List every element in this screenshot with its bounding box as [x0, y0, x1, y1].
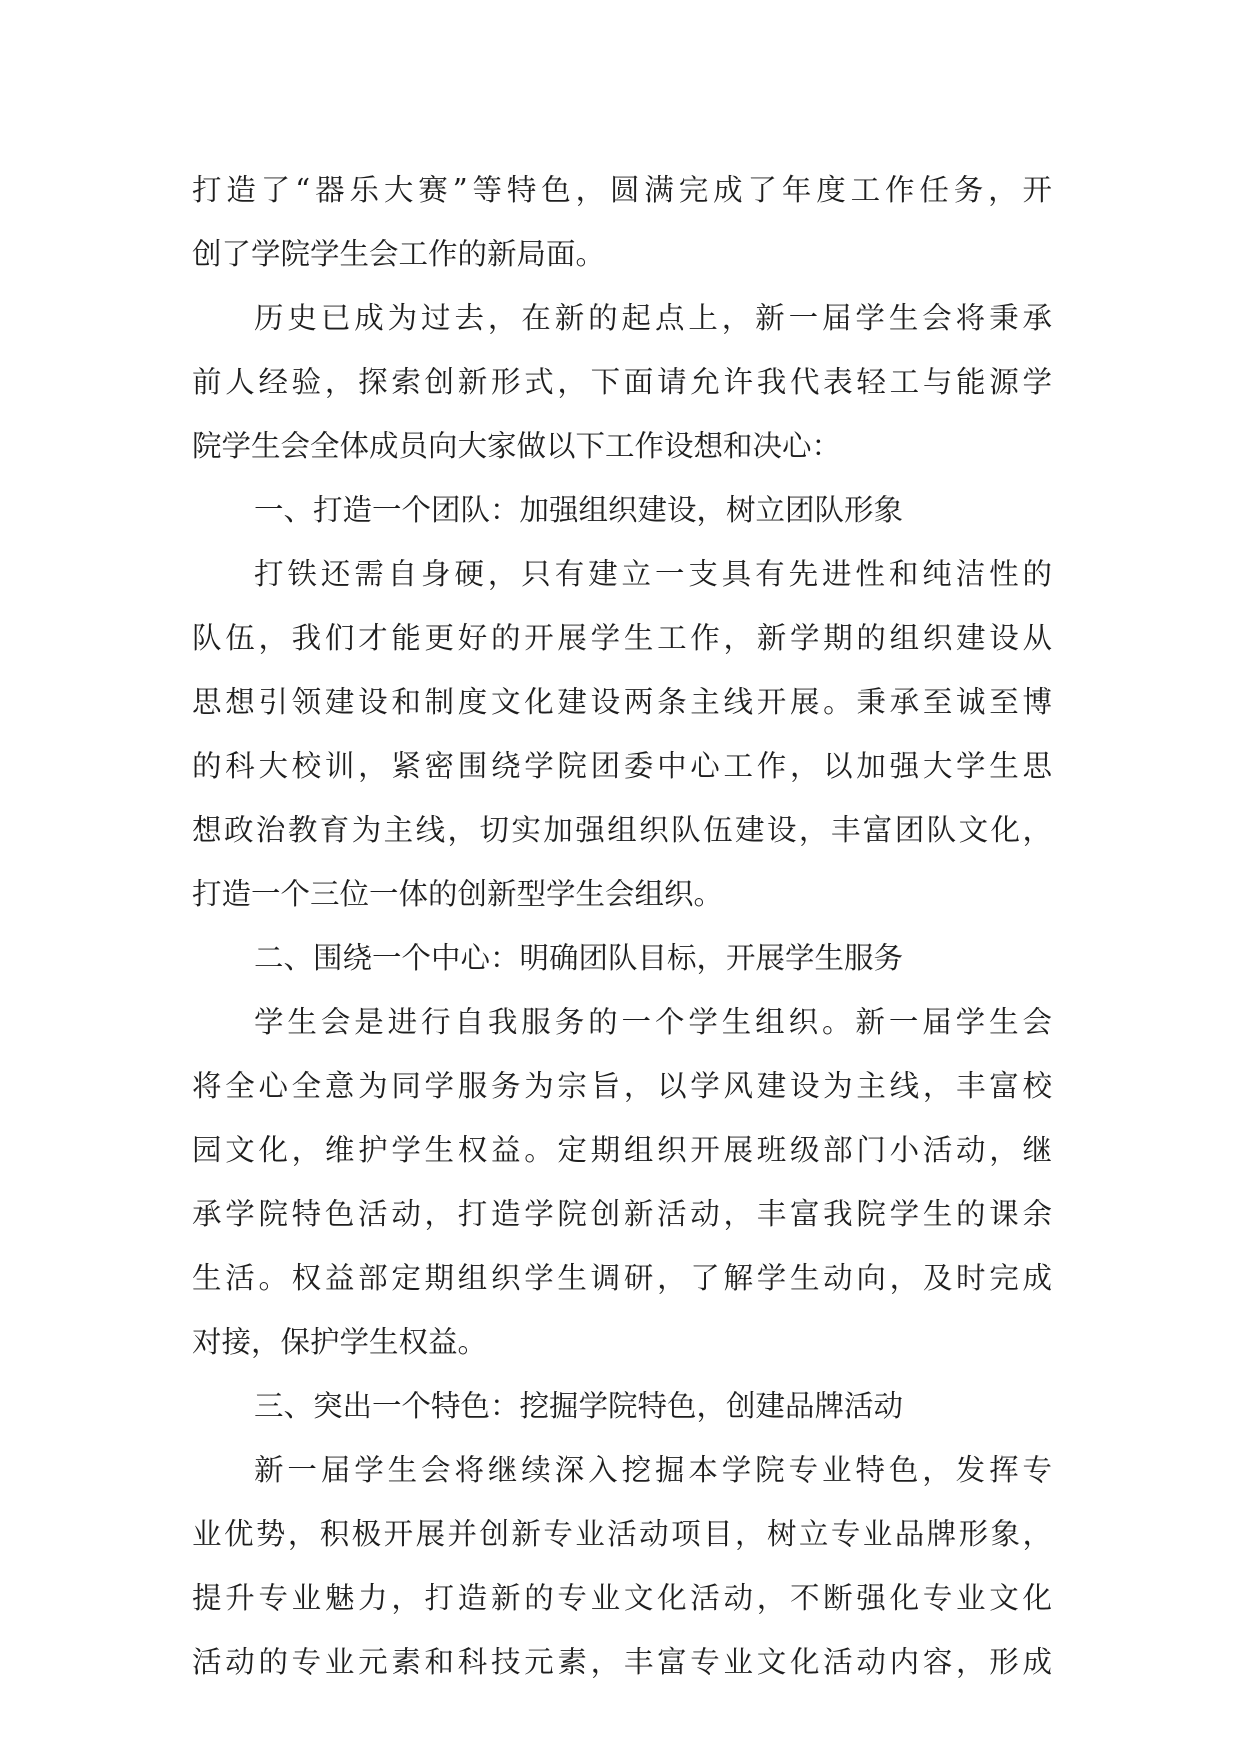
section-heading: 三、突出一个特色：挖掘学院特色，创建品牌活动: [254, 1389, 904, 1423]
body-line: 想政治教育为主线，切实加强组织队伍建设，丰富团队文化，: [192, 813, 1052, 847]
paragraph-first-line: 历史已成为过去，在新的起点上，新一届学生会将秉承: [254, 301, 1052, 335]
body-line: 院学生会全体成员向大家做以下工作设想和决心：: [192, 429, 842, 463]
body-line: 打造了“器乐大赛”等特色，圆满完成了年度工作任务，开: [192, 173, 1052, 207]
body-line: 对接，保护学生权益。: [192, 1325, 488, 1359]
section-heading: 一、打造一个团队：加强组织建设，树立团队形象: [254, 493, 904, 527]
body-line: 生活。权益部定期组织学生调研，了解学生动向，及时完成: [192, 1261, 1052, 1295]
body-line: 打造一个三位一体的创新型学生会组织。: [192, 877, 724, 911]
body-line: 思想引领建设和制度文化建设两条主线开展。秉承至诚至博: [192, 685, 1052, 719]
body-line: 承学院特色活动，打造学院创新活动，丰富我院学生的课余: [192, 1197, 1052, 1231]
paragraph-first-line: 打铁还需自身硬，只有建立一支具有先进性和纯洁性的: [254, 557, 1052, 591]
body-line: 前人经验，探索创新形式，下面请允许我代表轻工与能源学: [192, 365, 1052, 399]
body-line: 创了学院学生会工作的新局面。: [192, 237, 606, 271]
body-line: 的科大校训，紧密围绕学院团委中心工作，以加强大学生思: [192, 749, 1052, 783]
body-line: 园文化，维护学生权益。定期组织开展班级部门小活动，继: [192, 1133, 1052, 1167]
body-line: 将全心全意为同学服务为宗旨，以学风建设为主线，丰富校: [192, 1069, 1052, 1103]
body-line: 业优势，积极开展并创新专业活动项目，树立专业品牌形象，: [192, 1517, 1052, 1551]
document-body: [192, 158, 1052, 1694]
section-heading: 二、围绕一个中心：明确团队目标，开展学生服务: [254, 941, 904, 975]
paragraph-first-line: 学生会是进行自我服务的一个学生组织。新一届学生会: [254, 1005, 1052, 1039]
body-line: 队伍，我们才能更好的开展学生工作，新学期的组织建设从: [192, 621, 1052, 655]
paragraph-first-line: 新一届学生会将继续深入挖掘本学院专业特色，发挥专: [254, 1453, 1052, 1487]
body-line: 提升专业魅力，打造新的专业文化活动，不断强化专业文化: [192, 1581, 1052, 1615]
body-line: 活动的专业元素和科技元素，丰富专业文化活动内容，形成: [192, 1645, 1052, 1679]
